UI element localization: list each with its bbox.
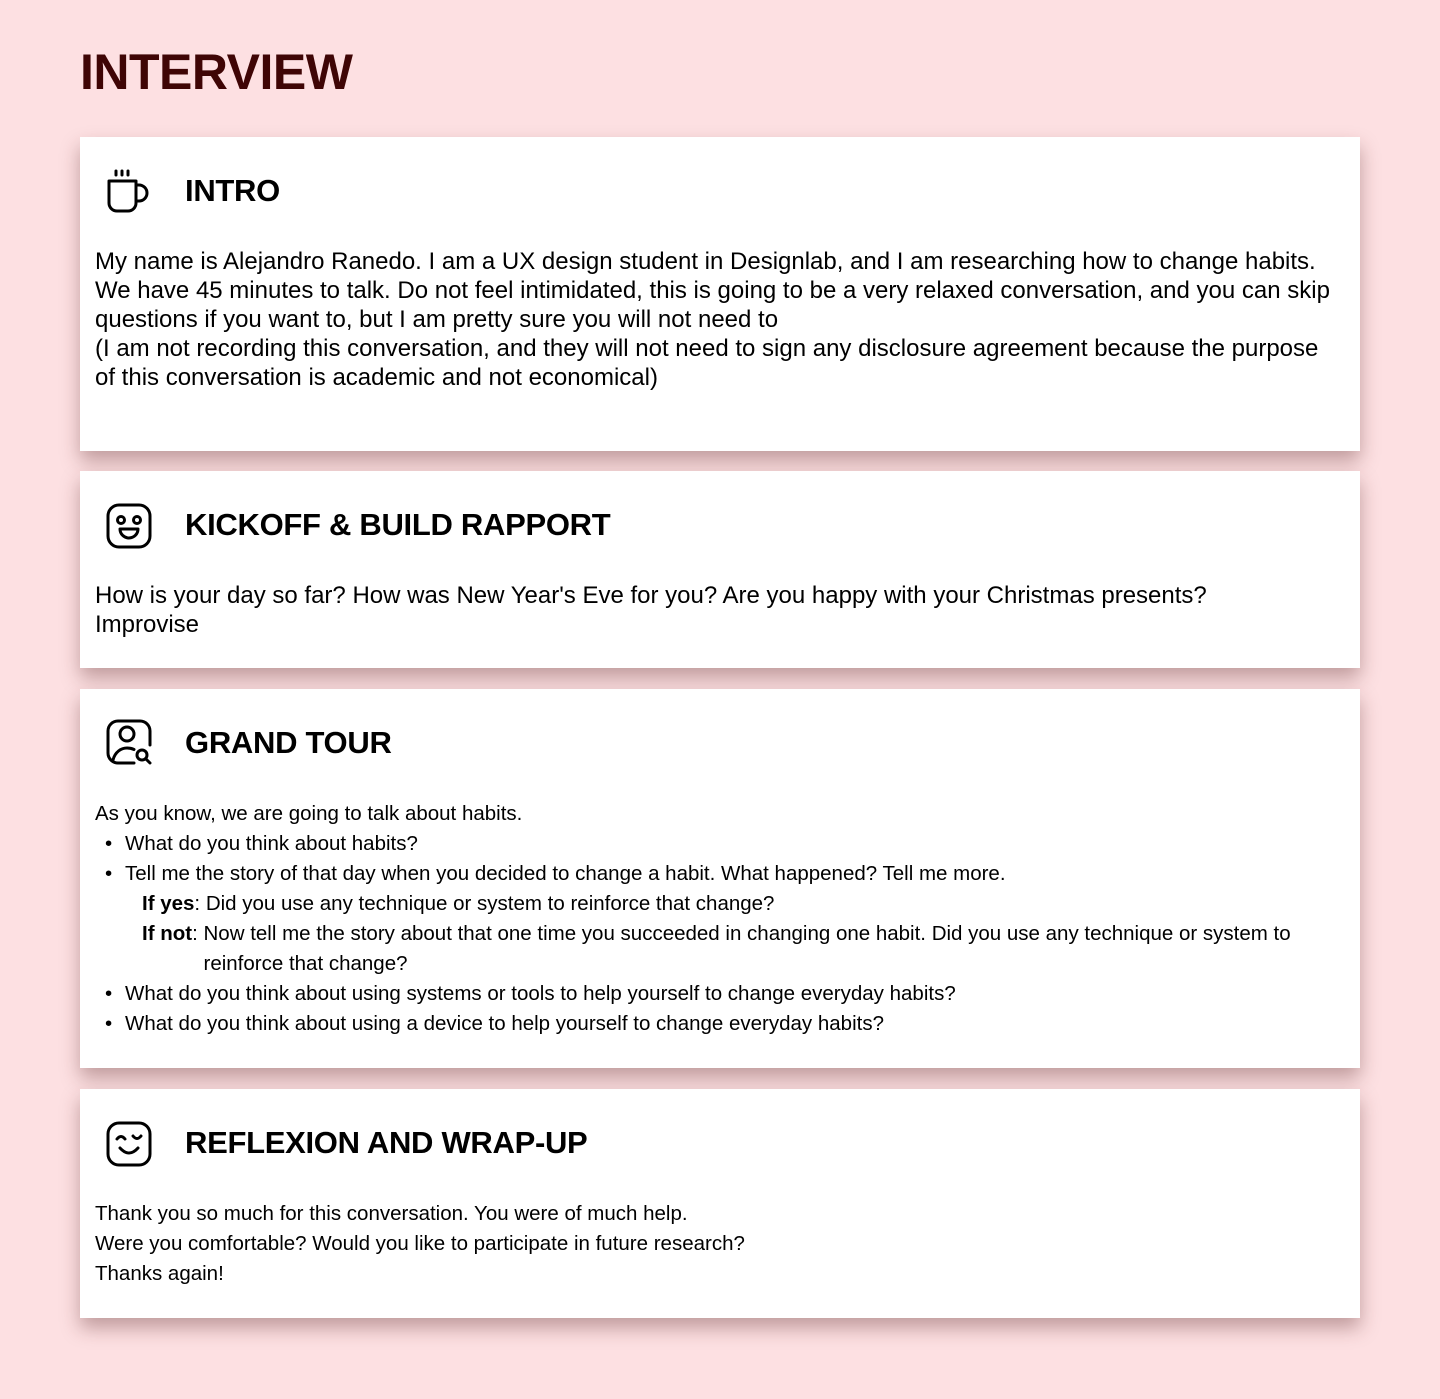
grand-tour-body: [95, 799, 1320, 1039]
wrap-up-paragraph: Thanks again!: [95, 1262, 224, 1285]
grand-tour-title: GRAND TOUR: [185, 725, 392, 760]
list-item: • What do you think about using systems or tools to help yourself to change everyday habits?: [95, 979, 1320, 1009]
wrap-up-body: [95, 1199, 1320, 1289]
kickoff-paragraph: How is your day so far? How was New Year's Eve for you? Are you happy with your Christmas presents?: [95, 582, 1207, 609]
if-not-row: [142, 919, 1320, 979]
grand-tour-intro: As you know, we are going to talk about habits.: [95, 802, 523, 825]
question-list: [95, 829, 1320, 889]
happy-face-icon: [104, 501, 154, 551]
intro-body: [95, 247, 1330, 392]
kickoff-header: [80, 471, 1360, 581]
if-not-text: Now tell me the story about that one time you succeeded in changing one habit. Did you use any technique or system to reinforce that change?: [203, 922, 1291, 975]
intro-header: [80, 137, 1360, 247]
list-item: • What do you think about using a device to help yourself to change everyday habits?: [95, 1009, 1320, 1039]
kickoff-body: [95, 581, 1330, 639]
if-not-colon: :: [192, 922, 204, 945]
if-yes-label: If yes: [142, 892, 195, 915]
list-item: • Tell me the story of that day when you decided to change a habit. What happened? Tell me more.: [95, 859, 1320, 889]
wink-face-icon: [104, 1119, 154, 1169]
kickoff-paragraph: Improvise: [95, 611, 200, 638]
intro-title: INTRO: [185, 173, 280, 208]
user-search-icon: [104, 717, 154, 767]
if-yes-text: Did you use any technique or system to reinforce that change?: [205, 892, 775, 915]
grand-tour-card: [80, 689, 1360, 1068]
wrap-up-paragraph: Were you comfortable? Would you like to participate in future research?: [95, 1232, 745, 1255]
wrap-up-title: REFLEXION AND WRAP-UP: [185, 1125, 588, 1160]
if-not-label: If not: [142, 922, 193, 945]
intro-card: [80, 137, 1360, 451]
intro-paragraph: We have 45 minutes to talk. Do not feel intimidated, this is going to be a very relaxed conversation, and you can skip questions if you want to, but I am pretty sure you will not need to: [95, 277, 1330, 333]
wrap-up-paragraph: Thank you so much for this conversation. You were of much help.: [95, 1202, 688, 1225]
if-yes-colon: :: [194, 892, 206, 915]
page-title: INTERVIEW: [80, 44, 353, 100]
conditional-followups: [95, 889, 1320, 979]
list-item: • What do you think about habits?: [95, 829, 1320, 859]
wrap-up-header: [80, 1089, 1360, 1199]
intro-paragraph: (I am not recording this conversation, and they will not need to sign any disclosure agreement because the purpose of this conversation is academic and not economical): [95, 335, 1319, 391]
if-yes-row: [142, 889, 1320, 919]
kickoff-title: KICKOFF & BUILD RAPPORT: [185, 507, 611, 542]
grand-tour-header: [80, 689, 1360, 799]
kickoff-card: [80, 471, 1360, 668]
question-list-continued: [95, 979, 1320, 1039]
wrap-up-card: [80, 1089, 1360, 1318]
intro-paragraph: My name is Alejandro Ranedo. I am a UX design student in Designlab, and I am researching how to change habits.: [95, 248, 1316, 275]
coffee-cup-icon: [104, 167, 154, 217]
